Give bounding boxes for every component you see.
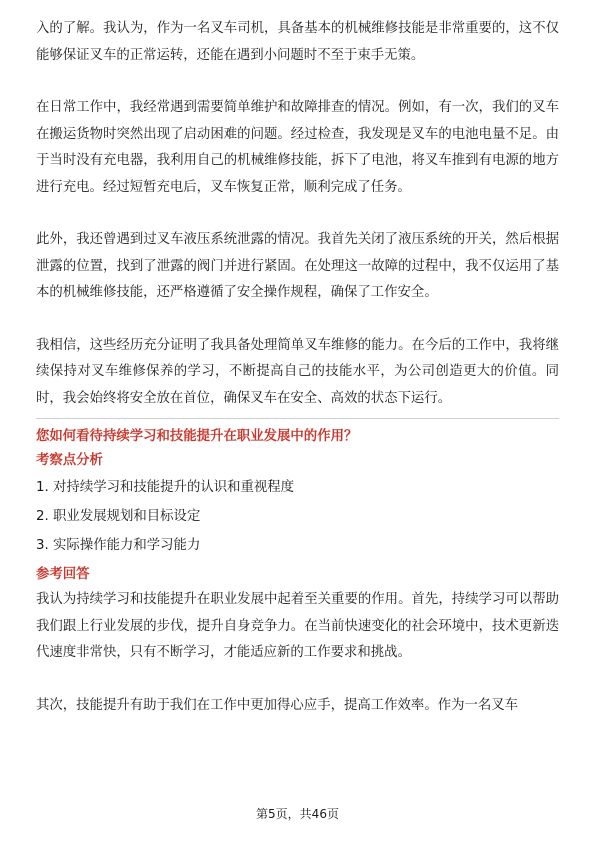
answer-paragraph: 我认为持续学习和技能提升在职业发展中起着至关重要的作用。首先，持续学习可以帮助我们跟上行业发展的步伐，提升自身竞争力。在当前快速变化的社会环境中，技术更新迭代速度非常快，只有不断学习，才能适应新的工作要求和挑战。 [36, 592, 559, 660]
body-paragraph: 我相信，这些经历充分证明了我具备处理简单叉车维修的能力。在今后的工作中，我将继续保持对叉车维修保养的学习，不断提高自己的技能水平，为公司创造更大的价值。同时，我会始终将安全放在首位，确保叉车在安全、高效的状态下运行。 [36, 337, 559, 406]
analysis-point: 3. 实际操作能力和学习能力 [36, 538, 201, 553]
body-paragraph: 入的了解。我认为，作为一名叉车司机，具备基本的机械维修技能是非常重要的，这不仅能够保证叉车的正常运转，还能在遇到小问题时不至于束手无策。 [36, 21, 559, 63]
page-number: 第5页，共46页 [256, 807, 339, 821]
body-paragraph: 在日常工作中，我经常遇到需要简单维护和故障排查的情况。例如，有一次，我们的叉车在搬运货物时突然出现了启动困难的问题。经过检查，我发现是叉车的电池电量不足。由于当时没有充电器，我利用自己的机械维修技能，拆下了电池，将叉车推到有电源的地方进行充电。经过短暂充电后，叉车恢复正常，顺利完成了任务。 [36, 100, 559, 195]
paragraph-gap [36, 201, 559, 227]
paragraph-gap [36, 307, 559, 333]
analysis-point: 2. 职业发展规划和目标设定 [36, 509, 201, 524]
paragraph-gap [36, 667, 559, 693]
question-heading: 您如何看待持续学习和技能提升在职业发展中的作用？ [36, 429, 358, 444]
page-content [36, 16, 559, 719]
answer-paragraph: 其次，技能提升有助于我们在工作中更加得心应手，提高工作效率。作为一名叉车 [36, 697, 519, 713]
answer-title: 参考回答 [36, 567, 90, 582]
analysis-title: 考察点分析 [36, 453, 103, 468]
section-divider [36, 418, 559, 419]
paragraph-gap [36, 69, 559, 95]
body-paragraph: 此外，我还曾遇到过叉车液压系统泄露的情况。我首先关闭了液压系统的开关，然后根据泄露的位置，找到了泄露的阀门并进行紧固。在处理这一故障的过程中，我不仅运用了基本的机械维修技能，还严格遵循了安全操作规程，确保了工作安全。 [36, 232, 559, 300]
analysis-point: 1. 对持续学习和技能提升的认识和重视程度 [36, 480, 295, 495]
